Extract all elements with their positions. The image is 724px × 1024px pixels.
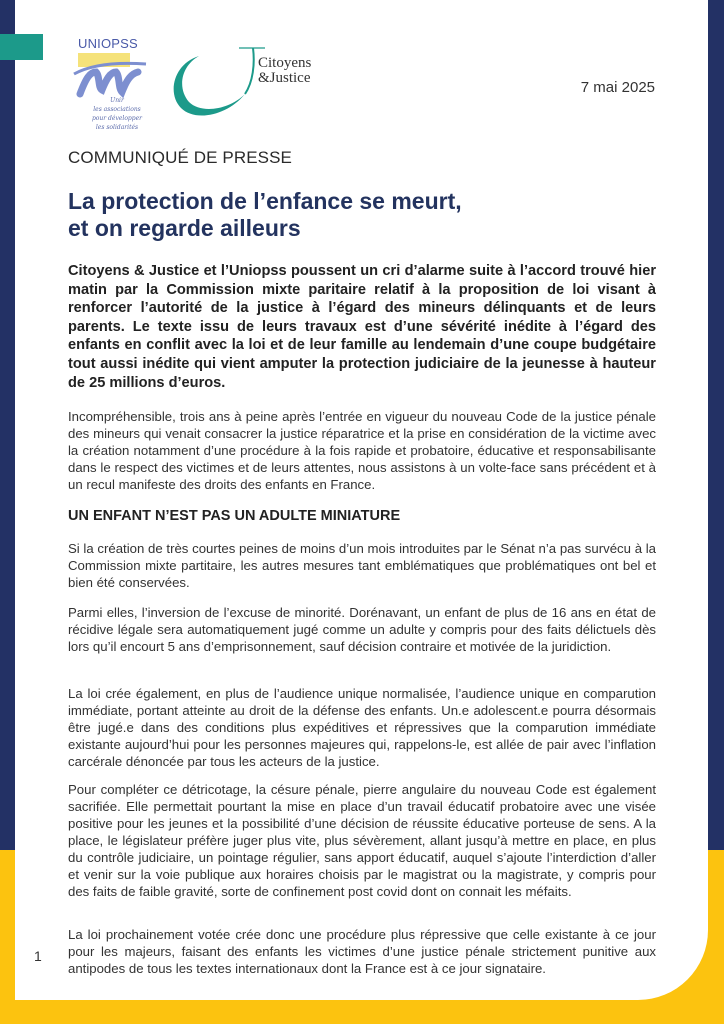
uniopss-tagline: Unir les associations pour développer les solidarités bbox=[91, 97, 143, 131]
lead-paragraph: Citoyens & Justice et l’Uniopss poussent un cri d’alarme suite à l’accord trouvé hier matin par la Commission mixte paritaire relatif à la proposition de loi visant à renforcer l’autorité de la justice à l’égard des mineurs délinquants et de leurs parents. Le texte issu de leurs travaux est d’une sévérité inédite à l’égard des enfants en conflit avec la loi et de leur famille au lendemain d’une coupe budgétaire tout aussi inédite qui vient amputer la protection judiciaire de la jeunesse à hauteur de 25 millions d’euros. bbox=[68, 263, 656, 391]
press-date: 7 mai 2025 bbox=[580, 79, 655, 96]
press-release-label: COMMUNIQUÉ DE PRESSE bbox=[68, 148, 292, 167]
section-heading: UN ENFANT N’EST PAS UN ADULTE MINIATURE bbox=[68, 508, 401, 524]
navy-right-band bbox=[708, 0, 724, 850]
cj-wordmark: Citoyens &Justice bbox=[258, 55, 312, 86]
body-paragraph-5: La loi prochainement votée crée donc une procédure plus répressive que celle existante à ce jour pour les majeurs, faisant des enfants les victimes d’une justice pénale strictement punitive aux antipodes de tous les textes internationaux dont la France est à ce jour signataire. bbox=[68, 927, 656, 976]
uniopss-logo bbox=[68, 36, 148, 131]
navy-left-band bbox=[0, 0, 15, 850]
intro-paragraph: Incompréhensible, trois ans à peine après l’entrée en vigueur du nouveau Code de la justice pénale des mineurs qui venait consacrer la justice réparatrice et la prise en considération de la victime avec la création notamment d’une procédure à la fois rapide et probatoire, éducative et responsabilisante dans le respect des victimes et de leurs attentes, nous assistons à un volte-face sans précédent et à un recul manifeste des droits des enfants en France. bbox=[68, 409, 656, 492]
uniopss-wordmark: UNIOPSS bbox=[78, 36, 138, 51]
citoyens-justice-logo bbox=[165, 44, 325, 120]
cj-crescent-icon bbox=[165, 44, 265, 120]
page-title: La protection de l’enfance se meurt, et on regarde ailleurs bbox=[68, 188, 462, 241]
body-paragraph-2: Parmi elles, l’inversion de l’excuse de minorité. Dorénavant, un enfant de plus de 16 ans en état de récidive légale sera automatiquement jugé comme un adulte y compris pour des faits délictuels dès lors qu’il encourt 5 ans d’emprisonnement, sauf décision contraire et motivée de la juridiction. bbox=[68, 605, 656, 654]
uniopss-wave-icon bbox=[72, 58, 148, 100]
body-paragraph-1: Si la création de très courtes peines de moins d’un mois introduites par le Sénat n’a pas survécu à la Commission mixte partitaire, les autres mesures tant emblématiques que problématiques ont bel et bien été conservées. bbox=[68, 541, 656, 590]
page-number: 1 bbox=[34, 948, 42, 964]
body-paragraph-3: La loi crée également, en plus de l’audience unique normalisée, l’audience unique en comparution immédiate, portant atteinte au droit de la défense des enfants. Un.e adolescent.e pourra désormais être jugé.e dans des conditions plus expéditives et répressives que la comparution immédiate existante aujourd’hui pour les personnes majeures qui, rappelons-le, est allée de pair avec l’inflation carcérale dénoncée par tous les acteurs de la justice. bbox=[68, 686, 656, 769]
teal-accent-block bbox=[0, 34, 43, 60]
body-paragraph-4: Pour compléter ce détricotage, la césure pénale, pierre angulaire du nouveau Code est également sacrifiée. Elle permettait pourtant la mise en place d’un travail éducatif probatoire avec une visée positive pour les jeunes et la possibilité d’une décision de réussite éducative porteuse de sens. A la place, le législateur préfère juger plus vite, plus sévèrement, allant jusqu’à mettre en place, en plus du contrôle judiciaire, un pointage régulier, sans apport éducatif, auquel s’ajoute l’interdiction d’aller et venir sur la voie publique aux horaires choisis par le magistrat ou la magistrate, y compris pour des faits de faible gravité, sorte de confinement post covid dont on connait les méfaits. bbox=[68, 782, 656, 899]
